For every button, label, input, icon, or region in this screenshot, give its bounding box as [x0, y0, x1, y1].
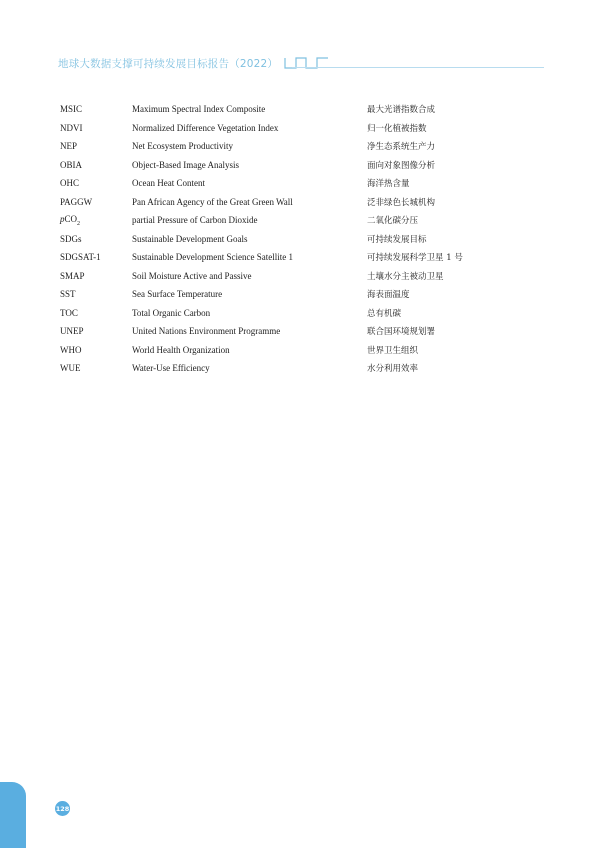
abbreviation-row	[60, 193, 487, 212]
abbreviation: OHC	[60, 178, 80, 189]
english-term: Ocean Heat Content	[132, 178, 205, 189]
abbreviation-row	[60, 174, 487, 193]
english-term: World Health Organization	[132, 344, 230, 355]
english-term: partial Pressure of Carbon Dioxide	[132, 215, 258, 226]
chinese-term: 可持续发展科学卫星 1 号	[367, 253, 463, 264]
english-term: Net Ecosystem Productivity	[132, 141, 233, 152]
abbreviation-row	[60, 322, 487, 341]
abbreviation-row	[60, 285, 487, 304]
english-term: United Nations Environment Programme	[132, 326, 281, 337]
chinese-term: 归一化植被指数	[367, 123, 427, 134]
abbreviation: NDVI	[60, 122, 83, 133]
english-term: Sea Surface Temperature	[132, 289, 223, 300]
chinese-term: 净生态系统生产力	[367, 142, 436, 153]
abbreviation-row	[60, 156, 487, 175]
abbreviation-row	[60, 267, 487, 286]
abbreviation: pCO$_2$	[60, 213, 81, 227]
abbreviation-table	[60, 100, 487, 378]
abbreviation-row	[60, 137, 487, 156]
abbreviation: SDGs	[60, 233, 82, 244]
english-term: Sustainable Development Science Satellite 1	[132, 252, 293, 263]
english-term: Maximum Spectral Index Composite	[132, 104, 266, 115]
abbreviation-row	[60, 211, 487, 230]
report-title: 地球大数据支撑可持续发展目标报告（2022）	[58, 57, 279, 70]
abbreviation-row	[60, 359, 487, 378]
chinese-term: 土壤水分主被动卫星	[367, 271, 444, 282]
chinese-term: 泛非绿色长城机构	[367, 197, 436, 208]
chinese-term: 总有机碳	[367, 308, 402, 319]
english-term: Object-Based Image Analysis	[132, 159, 239, 170]
abbreviation: SST	[60, 289, 76, 300]
abbreviation-row	[60, 100, 487, 119]
chinese-term: 最大光谱指数合成	[367, 105, 436, 116]
running-header	[58, 54, 330, 72]
side-tab	[0, 782, 26, 848]
chinese-term: 联合国环境规划署	[367, 327, 436, 338]
english-term: Water-Use Efficiency	[132, 363, 210, 374]
chinese-term: 海洋热含量	[367, 179, 410, 190]
abbreviation: OBIA	[60, 159, 82, 170]
abbreviation-row	[60, 341, 487, 360]
abbreviation: WHO	[60, 344, 82, 355]
chinese-term: 海表面温度	[367, 290, 410, 301]
abbreviation: SMAP	[60, 270, 85, 281]
english-term: Total Organic Carbon	[132, 307, 211, 318]
abbreviation: WUE	[60, 363, 81, 374]
english-term: Normalized Difference Vegetation Index	[132, 122, 279, 133]
abbreviation-row	[60, 248, 487, 267]
abbreviation-row	[60, 230, 487, 249]
abbreviation: NEP	[60, 141, 78, 152]
english-term: Sustainable Development Goals	[132, 233, 248, 244]
abbreviation: SDGSAT-1	[60, 252, 101, 263]
abbreviation-row	[60, 119, 487, 138]
header-rule	[292, 67, 544, 68]
abbreviation: TOC	[60, 307, 78, 318]
abbreviation: UNEP	[60, 326, 84, 337]
page-number: 128	[55, 801, 70, 816]
abbreviation: MSIC	[60, 104, 83, 115]
english-term: Pan African Agency of the Great Green Wall	[132, 196, 293, 207]
abbreviation-row	[60, 304, 487, 323]
abbreviation: PAGGW	[60, 196, 93, 207]
chinese-term: 二氧化碳分压	[367, 216, 419, 227]
english-term: Soil Moisture Active and Passive	[132, 270, 252, 281]
chinese-term: 水分利用效率	[367, 364, 419, 375]
chinese-term: 世界卫生组织	[367, 345, 419, 356]
chinese-term: 可持续发展目标	[367, 234, 427, 245]
chinese-term: 面向对象图像分析	[367, 160, 436, 171]
